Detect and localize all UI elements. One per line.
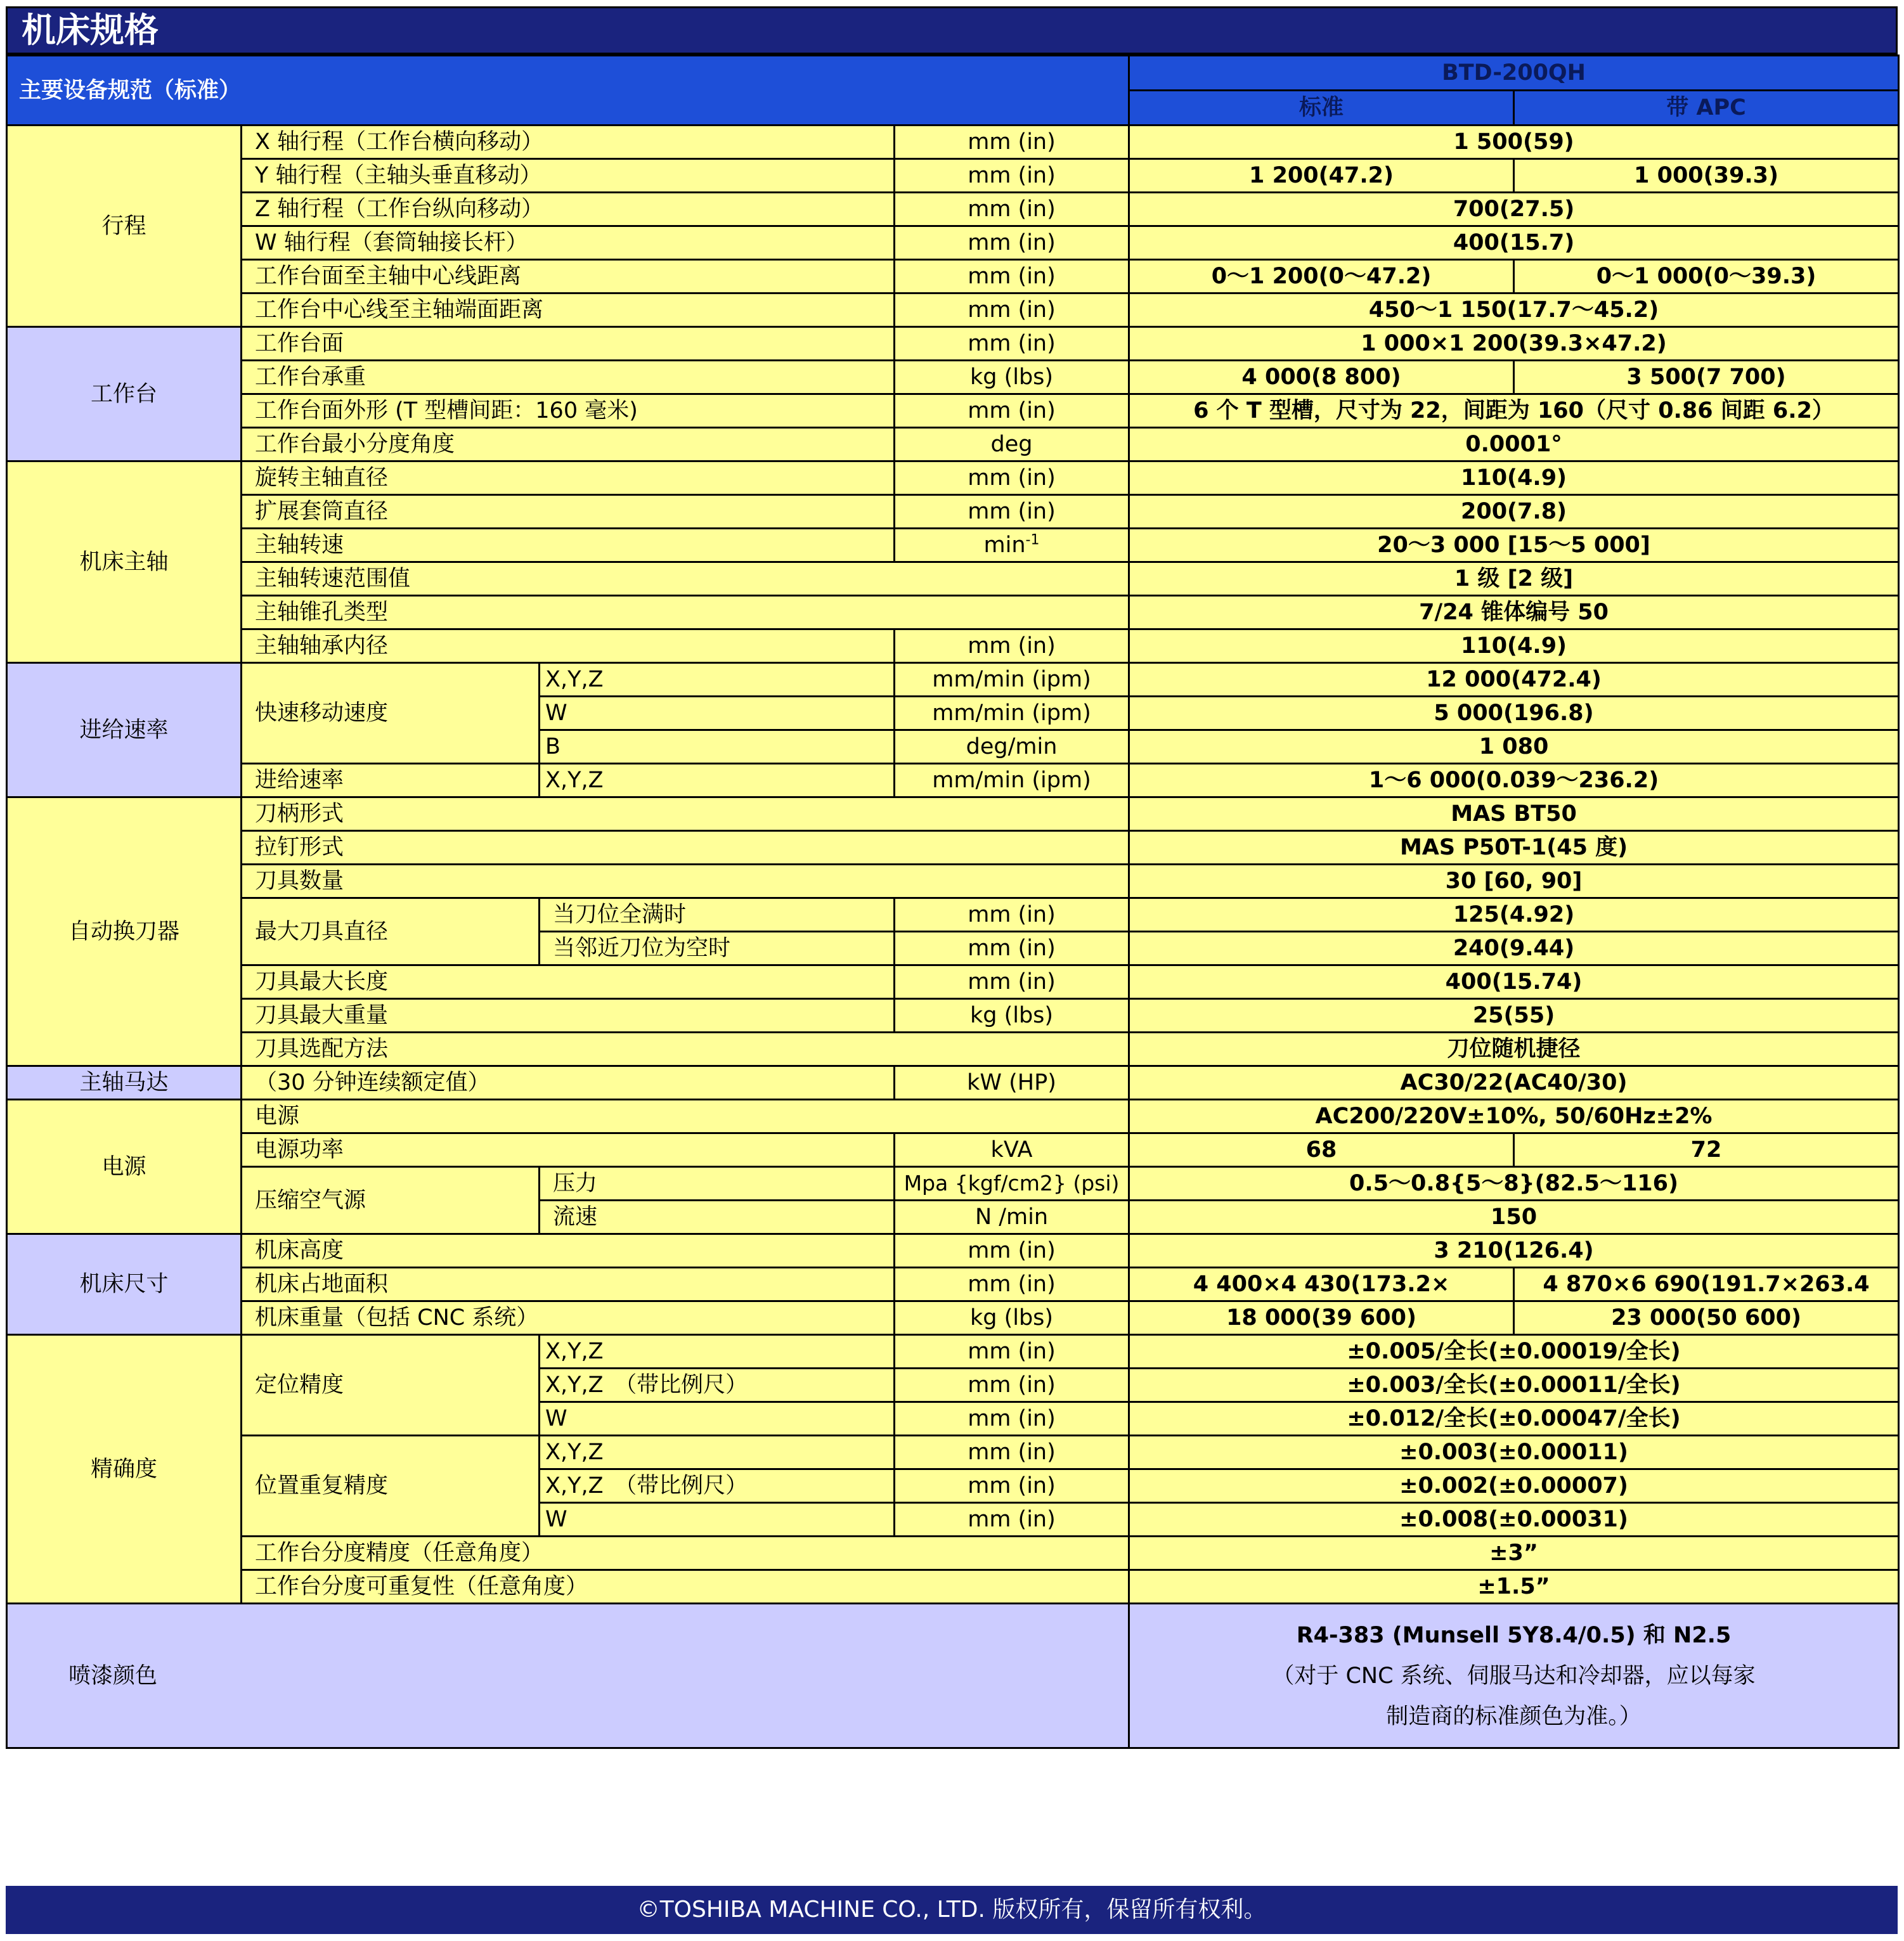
row-item: 位置重复精度 xyxy=(242,1436,540,1537)
row-item: 最大刀具直径 xyxy=(242,898,540,965)
row-item: 电源 xyxy=(242,1100,1129,1133)
row-unit: mm/min (ipm) xyxy=(895,697,1129,730)
row-unit: kW (HP) xyxy=(895,1066,1129,1100)
row-value: AC30/22(AC40/30) xyxy=(1129,1066,1899,1100)
row-unit: mm (in) xyxy=(895,1436,1129,1469)
category-table: 工作台 xyxy=(7,327,242,461)
row-unit: kg (lbs) xyxy=(895,361,1129,394)
row-value-apc: 3 500(7 700) xyxy=(1514,361,1899,394)
row-unit: mm (in) xyxy=(895,898,1129,932)
row-value-apc: 1 000(39.3) xyxy=(1514,159,1899,193)
header-model: BTD-200QH xyxy=(1129,56,1899,91)
row-subitem: W xyxy=(540,1402,895,1436)
table-row xyxy=(7,596,1899,629)
row-value-standard: 4 000(8 800) xyxy=(1129,361,1514,394)
table-row xyxy=(7,663,1899,697)
row-item: 工作台分度可重复性（任意角度） xyxy=(242,1570,1129,1604)
row-unit: mm (in) xyxy=(895,1402,1129,1436)
row-value-standard: 4 400×4 430(173.2× xyxy=(1129,1268,1514,1301)
row-item: 工作台最小分度角度 xyxy=(242,428,895,461)
row-unit: mm (in) xyxy=(895,193,1129,226)
row-item: 刀具最大长度 xyxy=(242,965,895,999)
table-row xyxy=(7,1066,1899,1100)
row-item: 工作台中心线至主轴端面距离 xyxy=(242,293,895,327)
category-travel: 行程 xyxy=(7,126,242,327)
paint-line-1: R4-383 (Munsell 5Y8.4/0.5) 和 N2.5 xyxy=(1296,1622,1732,1648)
row-value-apc: 23 000(50 600) xyxy=(1514,1301,1899,1335)
row-item: 主轴转速 xyxy=(242,529,895,562)
row-item: 刀柄形式 xyxy=(242,797,1129,831)
table-row xyxy=(7,797,1899,831)
table-row xyxy=(7,226,1899,260)
row-unit: mm (in) xyxy=(895,126,1129,159)
table-row xyxy=(7,293,1899,327)
row-subitem: X,Y,Z （带比例尺） xyxy=(540,1469,895,1503)
row-item: 工作台面至主轴中心线距离 xyxy=(242,260,895,293)
row-value: 7/24 锥体编号 50 xyxy=(1129,596,1899,629)
row-value: AC200/220V±10%, 50/60Hz±2% xyxy=(1129,1100,1899,1133)
row-unit: mm (in) xyxy=(895,1268,1129,1301)
row-unit: mm/min (ipm) xyxy=(895,764,1129,797)
row-value: 240(9.44) xyxy=(1129,932,1899,965)
row-item: 拉钉形式 xyxy=(242,831,1129,865)
table-row xyxy=(7,428,1899,461)
row-value: 110(4.9) xyxy=(1129,629,1899,663)
row-item: 扩展套筒直径 xyxy=(242,495,895,529)
row-value-standard: 1 200(47.2) xyxy=(1129,159,1514,193)
row-value: ±0.002(±0.00007) xyxy=(1129,1469,1899,1503)
row-unit: mm (in) xyxy=(895,394,1129,428)
category-paint: 喷漆颜色 xyxy=(7,1604,1129,1748)
row-item: 旋转主轴直径 xyxy=(242,461,895,495)
table-row xyxy=(7,865,1899,898)
row-item: 机床高度 xyxy=(242,1234,895,1268)
category-motor: 主轴马达 xyxy=(7,1066,242,1100)
row-item: 机床重量（包括 CNC 系统） xyxy=(242,1301,895,1335)
row-item: 电源功率 xyxy=(242,1133,895,1167)
row-value: 0.0001° xyxy=(1129,428,1899,461)
row-item: 刀具选配方法 xyxy=(242,1033,1129,1066)
category-power: 电源 xyxy=(7,1100,242,1234)
spec-table xyxy=(6,55,1900,1749)
row-item: 进给速率 xyxy=(242,764,540,797)
row-value: ±0.008(±0.00031) xyxy=(1129,1503,1899,1537)
row-item: Y 轴行程（主轴头垂直移动） xyxy=(242,159,895,193)
row-subitem: X,Y,Z xyxy=(540,663,895,697)
row-unit: kg (lbs) xyxy=(895,1301,1129,1335)
row-value: 30 [60, 90] xyxy=(1129,865,1899,898)
row-subitem: X,Y,Z （带比例尺） xyxy=(540,1369,895,1402)
row-unit: Mpa {kgf/cm2} (psi) xyxy=(895,1167,1129,1201)
row-unit: kVA xyxy=(895,1133,1129,1167)
category-atc: 自动换刀器 xyxy=(7,797,242,1066)
page-title: 机床规格 xyxy=(6,6,1898,55)
table-row xyxy=(7,361,1899,394)
row-unit: deg/min xyxy=(895,730,1129,764)
row-subitem: 当邻近刀位为空时 xyxy=(540,932,895,965)
table-row xyxy=(7,1301,1899,1335)
row-item: 主轴转速范围值 xyxy=(242,562,1129,596)
table-row xyxy=(7,999,1899,1033)
table-row xyxy=(7,965,1899,999)
table-row xyxy=(7,831,1899,865)
table-row xyxy=(7,126,1899,159)
row-subitem: W xyxy=(540,1503,895,1537)
table-row xyxy=(7,1100,1899,1133)
paint-value xyxy=(1129,1604,1899,1748)
row-value: 400(15.74) xyxy=(1129,965,1899,999)
row-value: 450～1 150(17.7～45.2) xyxy=(1129,293,1899,327)
row-value-apc: 4 870×6 690(191.7×263.4 xyxy=(1514,1268,1899,1301)
row-value: 1～6 000(0.039～236.2) xyxy=(1129,764,1899,797)
row-unit: mm (in) xyxy=(895,159,1129,193)
row-value-standard: 18 000(39 600) xyxy=(1129,1301,1514,1335)
table-row xyxy=(7,1033,1899,1066)
row-item: （30 分钟连续额定值） xyxy=(242,1066,895,1100)
row-unit: mm (in) xyxy=(895,629,1129,663)
table-row xyxy=(7,1268,1899,1301)
row-unit: mm/min (ipm) xyxy=(895,663,1129,697)
row-value: ±0.003(±0.00011) xyxy=(1129,1436,1899,1469)
category-accuracy: 精确度 xyxy=(7,1335,242,1604)
table-row xyxy=(7,159,1899,193)
row-value-apc: 72 xyxy=(1514,1133,1899,1167)
row-item: 机床占地面积 xyxy=(242,1268,895,1301)
row-subitem: W xyxy=(540,697,895,730)
row-unit: mm (in) xyxy=(895,327,1129,361)
row-unit xyxy=(895,529,1129,562)
row-value: 3 210(126.4) xyxy=(1129,1234,1899,1268)
row-item: Z 轴行程（工作台纵向移动） xyxy=(242,193,895,226)
row-value: 1 500(59) xyxy=(1129,126,1899,159)
table-row xyxy=(7,562,1899,596)
row-subitem: 流速 xyxy=(540,1201,895,1234)
table-row xyxy=(7,1167,1899,1201)
table-row xyxy=(7,327,1899,361)
row-unit: mm (in) xyxy=(895,932,1129,965)
table-row xyxy=(7,461,1899,495)
header-main: 主要设备规范（标准） xyxy=(7,56,1129,126)
category-feed: 进给速率 xyxy=(7,663,242,797)
table-row xyxy=(7,260,1899,293)
row-unit: N /min xyxy=(895,1201,1129,1234)
row-value: 0.5～0.8{5～8}(82.5～116) xyxy=(1129,1167,1899,1201)
row-value: 25(55) xyxy=(1129,999,1899,1033)
row-subitem: B xyxy=(540,730,895,764)
row-value: MAS P50T-1(45 度) xyxy=(1129,831,1899,865)
category-size: 机床尺寸 xyxy=(7,1234,242,1335)
row-subitem: X,Y,Z xyxy=(540,1436,895,1469)
table-row xyxy=(7,1335,1899,1369)
category-spindle: 机床主轴 xyxy=(7,461,242,663)
row-unit: mm (in) xyxy=(895,1335,1129,1369)
row-value: 1 级 [2 级] xyxy=(1129,562,1899,596)
row-subitem: 当刀位全满时 xyxy=(540,898,895,932)
table-row xyxy=(7,1604,1899,1748)
row-value: 125(4.92) xyxy=(1129,898,1899,932)
row-unit: deg xyxy=(895,428,1129,461)
row-value: 12 000(472.4) xyxy=(1129,663,1899,697)
row-unit: mm (in) xyxy=(895,1369,1129,1402)
row-value: ±1.5” xyxy=(1129,1570,1899,1604)
row-item: 主轴轴承内径 xyxy=(242,629,895,663)
row-value: 400(15.7) xyxy=(1129,226,1899,260)
row-value: ±3” xyxy=(1129,1537,1899,1570)
row-item: 刀具数量 xyxy=(242,865,1129,898)
row-item: 快速移动速度 xyxy=(242,663,540,764)
row-item: W 轴行程（套筒轴接长杆） xyxy=(242,226,895,260)
row-item: 主轴锥孔类型 xyxy=(242,596,1129,629)
table-row xyxy=(7,898,1899,932)
row-unit: mm (in) xyxy=(895,495,1129,529)
row-item: 工作台面 xyxy=(242,327,895,361)
table-row xyxy=(7,764,1899,797)
row-value: ±0.003/全长(±0.00011/全长) xyxy=(1129,1369,1899,1402)
row-unit: mm (in) xyxy=(895,293,1129,327)
row-unit: mm (in) xyxy=(895,1503,1129,1537)
row-value: 110(4.9) xyxy=(1129,461,1899,495)
table-row xyxy=(7,1570,1899,1604)
row-unit: kg (lbs) xyxy=(895,999,1129,1033)
row-item: X 轴行程（工作台横向移动） xyxy=(242,126,895,159)
row-unit: mm (in) xyxy=(895,226,1129,260)
row-unit: mm (in) xyxy=(895,461,1129,495)
row-item: 定位精度 xyxy=(242,1335,540,1436)
row-item: 工作台分度精度（任意角度） xyxy=(242,1537,1129,1570)
row-value: 20～3 000 [15～5 000] xyxy=(1129,529,1899,562)
table-row xyxy=(7,495,1899,529)
row-value: 刀位随机捷径 xyxy=(1129,1033,1899,1066)
table-row xyxy=(7,629,1899,663)
row-value: ±0.012/全长(±0.00047/全长) xyxy=(1129,1402,1899,1436)
row-value: 6 个 T 型槽，尺寸为 22，间距为 160（尺寸 0.86 间距 6.2） xyxy=(1129,394,1899,428)
row-value: 200(7.8) xyxy=(1129,495,1899,529)
unit-superscript: -1 xyxy=(1025,532,1040,548)
row-item: 压缩空气源 xyxy=(242,1167,540,1234)
table-row xyxy=(7,394,1899,428)
table-row xyxy=(7,529,1899,562)
copyright-footer: ©TOSHIBA MACHINE CO., LTD. 版权所有，保留所有权利。 xyxy=(6,1886,1898,1934)
row-value: MAS BT50 xyxy=(1129,797,1899,831)
row-subitem: X,Y,Z xyxy=(540,764,895,797)
table-row xyxy=(7,193,1899,226)
row-unit: mm (in) xyxy=(895,965,1129,999)
row-value: 5 000(196.8) xyxy=(1129,697,1899,730)
row-value-apc: 0～1 000(0～39.3) xyxy=(1514,260,1899,293)
paint-line-3: 制造商的标准颜色为准。） xyxy=(1386,1703,1642,1729)
table-row xyxy=(7,1537,1899,1570)
row-value: 1 000×1 200(39.3×47.2) xyxy=(1129,327,1899,361)
row-item: 工作台承重 xyxy=(242,361,895,394)
paint-line-2: （对于 CNC 系统、伺服马达和冷却器，应以每家 xyxy=(1272,1663,1756,1689)
table-row xyxy=(7,1133,1899,1167)
header-standard: 标准 xyxy=(1129,91,1514,126)
row-value: 1 080 xyxy=(1129,730,1899,764)
row-subitem: 压力 xyxy=(540,1167,895,1201)
unit-text: min xyxy=(983,532,1026,558)
row-value: 150 xyxy=(1129,1201,1899,1234)
table-row xyxy=(7,1436,1899,1469)
row-unit: mm (in) xyxy=(895,260,1129,293)
row-unit: mm (in) xyxy=(895,1469,1129,1503)
row-value: 700(27.5) xyxy=(1129,193,1899,226)
row-unit: mm (in) xyxy=(895,1234,1129,1268)
row-value: ±0.005/全长(±0.00019/全长) xyxy=(1129,1335,1899,1369)
row-item: 刀具最大重量 xyxy=(242,999,895,1033)
row-value-standard: 68 xyxy=(1129,1133,1514,1167)
table-row xyxy=(7,1234,1899,1268)
header-apc: 带 APC xyxy=(1514,91,1899,126)
row-item: 工作台面外形 (T 型槽间距：160 毫米) xyxy=(242,394,895,428)
row-value-standard: 0～1 200(0～47.2) xyxy=(1129,260,1514,293)
row-subitem: X,Y,Z xyxy=(540,1335,895,1369)
